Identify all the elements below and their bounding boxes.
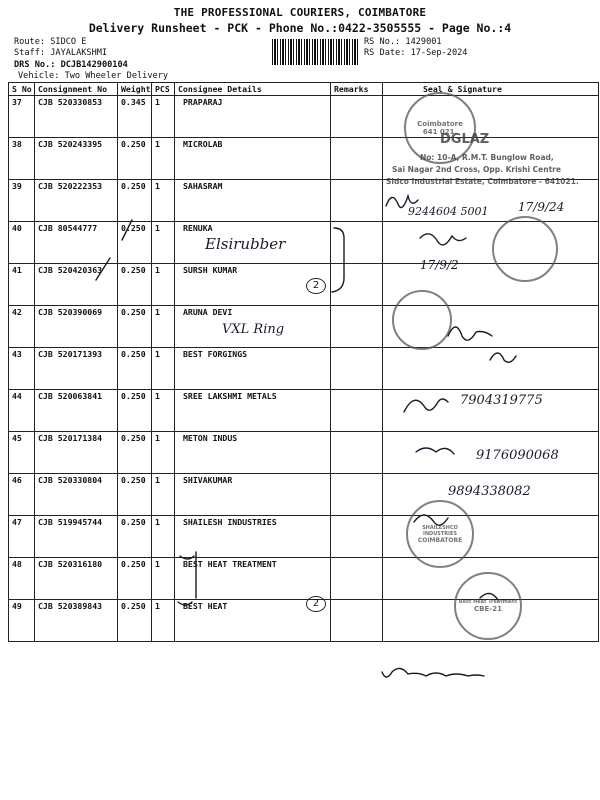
cell-pcs: 1 (152, 432, 175, 474)
stamp-city: COIMBATORE (417, 536, 463, 544)
cell-sno: 38 (9, 138, 35, 180)
circled-number: 2 (306, 278, 326, 294)
cell-weight: 0.250 (118, 432, 152, 474)
arrow-mark (180, 556, 194, 559)
cell-sno: 47 (9, 516, 35, 558)
cell-consignee: RENUKA (175, 222, 331, 264)
stamp-pin: 641 021. (422, 128, 458, 136)
cell-pcs: 1 (152, 306, 175, 348)
signature-scribble (420, 234, 466, 245)
cell-sno: 40 (9, 222, 35, 264)
signature-scribble (490, 353, 516, 362)
cell-pcs: 1 (152, 222, 175, 264)
cell-weight: 0.250 (118, 138, 152, 180)
cell-weight: 0.250 (118, 306, 152, 348)
cell-consignment: CJB 520330853 (35, 96, 118, 138)
cell-pcs: 1 (152, 390, 175, 432)
cell-weight: 0.250 (118, 222, 152, 264)
stamp-city: Coimbatore (417, 120, 463, 128)
handwritten-phone: 9244604 5001 (408, 205, 489, 218)
cell-pcs: 1 (152, 474, 175, 516)
cell-weight: 0.250 (118, 474, 152, 516)
cell-pcs: 1 (152, 96, 175, 138)
stamp-name: Best Heat Treatment (458, 599, 518, 605)
cell-weight: 0.250 (118, 558, 152, 600)
stamp-code: CBE-21 (474, 605, 502, 613)
cell-consignment: CJB 80544777 (35, 222, 118, 264)
stamp-address-1: No: 10-A, R.M.T. Bunglow Road, (420, 153, 554, 162)
cell-consignment: CJB 520171384 (35, 432, 118, 474)
cell-consignee: SHIVAKUMAR (175, 474, 331, 516)
runsheet-title: Delivery Runsheet - PCK - Phone No.:0422-3505555 - Page No.:4 (88, 21, 512, 35)
cell-sno: 44 (9, 390, 35, 432)
handwritten-phone: 9176090068 (476, 448, 559, 463)
handwritten-date: 17/9/2 (420, 258, 459, 272)
cell-pcs: 1 (152, 138, 175, 180)
cell-sno: 48 (9, 558, 35, 600)
col-header-remarks: Remarks (331, 83, 383, 96)
cell-sno: 49 (9, 600, 35, 642)
stamp-address-3: Sidco Industrial Estate, Coimbatore - 641021. (386, 177, 579, 186)
cell-weight: 0.345 (118, 96, 152, 138)
cell-consignment: CJB 520316180 (35, 558, 118, 600)
cell-consignment: CJB 520222353 (35, 180, 118, 222)
col-header-consignment: Consignment No (35, 83, 118, 96)
route-label: Route: SIDCO E (14, 37, 87, 47)
cell-consignee: METON INDUS (175, 432, 331, 474)
cell-sno: 46 (9, 474, 35, 516)
signature-scribble (448, 327, 492, 340)
bracket-mark (332, 228, 344, 292)
company-title: THE PROFESSIONAL COURIERS, COIMBATORE (173, 6, 427, 19)
handwritten-phone: 7904319775 (460, 393, 543, 408)
cell-consignee: BEST FORGINGS (175, 348, 331, 390)
vehicle-label: Vehicle: Two Wheeler Delivery (18, 71, 169, 81)
handwritten-date: 17/9/24 (518, 200, 565, 214)
col-header-sno: S No (9, 83, 35, 96)
cell-weight: 0.250 (118, 348, 152, 390)
cell-consignment: CJB 520390069 (35, 306, 118, 348)
signature-scribble (386, 196, 418, 208)
signature-scribble (404, 399, 448, 412)
cell-sno: 45 (9, 432, 35, 474)
cell-pcs: 1 (152, 516, 175, 558)
cell-consignee: SHAILESH INDUSTRIES (175, 516, 331, 558)
col-header-consignee: Consignee Details (175, 83, 331, 96)
cell-pcs: 1 (152, 348, 175, 390)
tick-mark (122, 220, 132, 240)
stamp-name: SHAILESHCO INDUSTRIES (422, 524, 458, 537)
cell-sno: 41 (9, 264, 35, 306)
signature-scribble (382, 668, 484, 677)
dglaz-brand: DGLAZ (440, 132, 490, 147)
cell-consignment: CJB 520330804 (35, 474, 118, 516)
cell-pcs: 1 (152, 180, 175, 222)
cell-consignment: CJB 520243395 (35, 138, 118, 180)
handwritten-phone: 9894338082 (448, 484, 531, 499)
col-header-weight: Weight (118, 83, 152, 96)
cell-consignee: SURSH KUMAR (175, 264, 331, 306)
cell-weight: 0.250 (118, 516, 152, 558)
cell-pcs: 1 (152, 558, 175, 600)
cell-pcs: 1 (152, 600, 175, 642)
cell-consignment: CJB 520063841 (35, 390, 118, 432)
stamp-address-2: Sai Nagar 2nd Cross, Opp. Krishi Centre (392, 165, 561, 174)
cell-consignment: CJB 520171393 (35, 348, 118, 390)
rs-date: RS Date: 17-Sep-2024 (364, 48, 468, 58)
cell-consignment: CJB 520420363 (35, 264, 118, 306)
signature-scribble (414, 515, 448, 525)
cell-consignee: MICROLAB (175, 138, 331, 180)
cell-weight: 0.250 (118, 390, 152, 432)
col-header-seal: Seal & Signature (383, 83, 599, 96)
cell-weight: 0.250 (118, 264, 152, 306)
drs-number: DRS No.: DCJB142900104 (14, 60, 128, 70)
cell-consignee: BEST HEAT TREATMENT (175, 558, 331, 600)
tick-mark (96, 258, 110, 280)
cell-consignee: BEST HEAT (175, 600, 331, 642)
cell-sno: 43 (9, 348, 35, 390)
col-header-pcs: PCS (152, 83, 175, 96)
cell-weight: 0.250 (118, 180, 152, 222)
cell-weight: 0.250 (118, 600, 152, 642)
cell-sno: 37 (9, 96, 35, 138)
staff-label: Staff: JAYALAKSHMI (14, 48, 108, 58)
cell-sno: 39 (9, 180, 35, 222)
cell-consignee: SAHASRAM (175, 180, 331, 222)
signature-scribble (480, 593, 498, 600)
arrow-mark (178, 602, 192, 605)
signature-scribble (416, 448, 454, 454)
cell-consignee: PRAPARAJ (175, 96, 331, 138)
cell-pcs: 1 (152, 264, 175, 306)
cell-consignee: SREE LAKSHMI METALS (175, 390, 331, 432)
cell-consignment: CJB 520389843 (35, 600, 118, 642)
rs-number: RS No.: 1429001 (364, 37, 442, 47)
handwritten-note: VXL Ring (222, 322, 285, 337)
cell-consignee: ARUNA DEVI (175, 306, 331, 348)
cell-sno: 42 (9, 306, 35, 348)
cell-consignment: CJB 519945744 (35, 516, 118, 558)
handwritten-note: Elsirubber (205, 235, 286, 253)
circled-number: 2 (306, 596, 326, 612)
